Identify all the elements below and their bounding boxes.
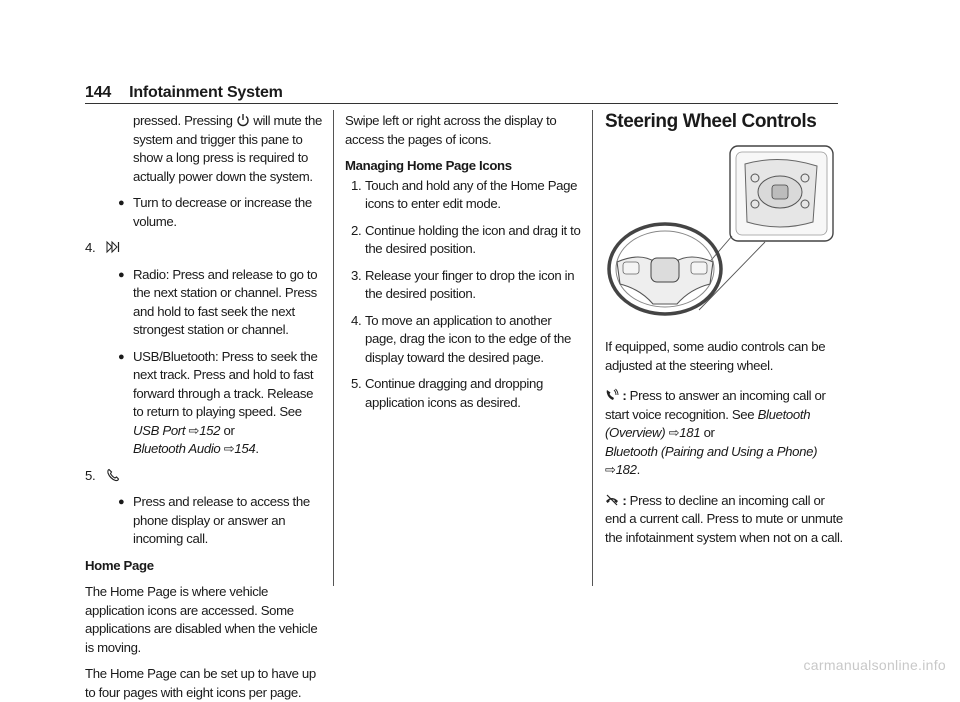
home-page-heading: Home Page — [85, 557, 154, 573]
bullet-icon: ● — [118, 197, 125, 209]
swipe-paragraph: Swipe left or right across the display to access the pages of icons. — [345, 113, 557, 147]
steering-wheel-illustration — [605, 144, 835, 316]
bluetooth-pairing-link[interactable]: Bluetooth (Pairing and Using a Phone) — [605, 443, 818, 459]
bullet-phone: ● Press and release to access the phone display or answer an incoming call. — [118, 494, 310, 546]
page-ref-arrow-icon: ⇨ — [188, 422, 200, 438]
page-ref-arrow-icon: ⇨ — [223, 441, 235, 456]
answer-call-paragraph: : Press to answer an incoming call or start voice recognition. See Bluetooth (Overview) ⇨181 or Bluetooth (Pairing and Using a Phone) ⇨182. — [605, 388, 826, 477]
watermark: carmanualsonline.info — [803, 657, 946, 673]
usb-port-link[interactable]: USB Port — [133, 422, 186, 438]
end-call-icon — [605, 493, 619, 507]
home-page-para-2: The Home Page can be set up to have up to four pages with eight icons per page. — [85, 666, 316, 700]
column-3-text — [605, 338, 845, 547]
step-5: 5. Continue dragging and dropping application icons as desired. — [351, 376, 543, 410]
voice-phone-icon — [605, 388, 619, 402]
page-ref-arrow-icon: ⇨ — [668, 425, 680, 440]
bullet-usb: ● USB/Bluetooth: Press to seek the next track. Press and hold to fast forward through a track. Release to return to playing speed. See USB Port ⇨152 or Bluetooth Audio ⇨154. — [118, 348, 318, 456]
bullet-radio: ● Radio: Press and release to go to the next station or channel. Press and hold to fast seek the next strongest station or channel. — [118, 266, 318, 337]
seek-next-icon — [106, 240, 120, 254]
page-ref-arrow-icon: ⇨ — [605, 462, 616, 477]
column-1 — [85, 112, 325, 702]
home-page-para-1: The Home Page is where vehicle application icons are accessed. Some applications are disabled when the vehicle is moving. — [85, 584, 318, 655]
bullet-volume: ● Turn to decrease or increase the volume. — [118, 195, 312, 229]
item-5: 5. — [85, 467, 325, 486]
steering-controls-title: Steering Wheel Controls — [605, 111, 817, 132]
decline-call-paragraph: : Press to decline an incoming call or end a current call. Press to mute or unmute the infotainment system when not on a call. — [605, 492, 843, 545]
power-icon — [236, 113, 250, 127]
page-header — [85, 84, 283, 102]
section-title: Infotainment System — [129, 84, 283, 101]
bullet-icon: ● — [118, 268, 125, 281]
column-divider-1 — [333, 110, 334, 586]
managing-heading: Managing Home Page Icons — [345, 158, 512, 173]
bullet-icon: ● — [118, 496, 125, 508]
bullet-icon: ● — [118, 350, 125, 363]
phone-icon — [106, 468, 120, 482]
column-divider-2 — [592, 110, 593, 586]
bluetooth-audio-link[interactable]: Bluetooth Audio — [133, 441, 221, 456]
column-2 — [345, 112, 585, 412]
step-4: 4. To move an application to another page, drag the icon to the edge of the display toward the desired page. — [351, 312, 571, 365]
bluetooth-overview-link[interactable]: Bluetooth (Overview) — [605, 406, 811, 440]
audio-controls-intro: If equipped, some audio controls can be adjusted at the steering wheel. — [605, 339, 826, 373]
step-3: 3. Release your finger to drop the icon in the desired position. — [351, 267, 575, 301]
power-paragraph: pressed. Pressing will mute the system and trigger this pane to show a long press is required to actually power down the system. — [133, 113, 323, 184]
step-2: 2. Continue holding the icon and drag it to the desired position. — [351, 222, 581, 256]
item-4: 4. — [85, 239, 325, 258]
step-1: 1. Touch and hold any of the Home Page icons to enter edit mode. — [351, 177, 578, 211]
header-rule — [85, 103, 838, 104]
page-number: 144 — [85, 84, 112, 101]
